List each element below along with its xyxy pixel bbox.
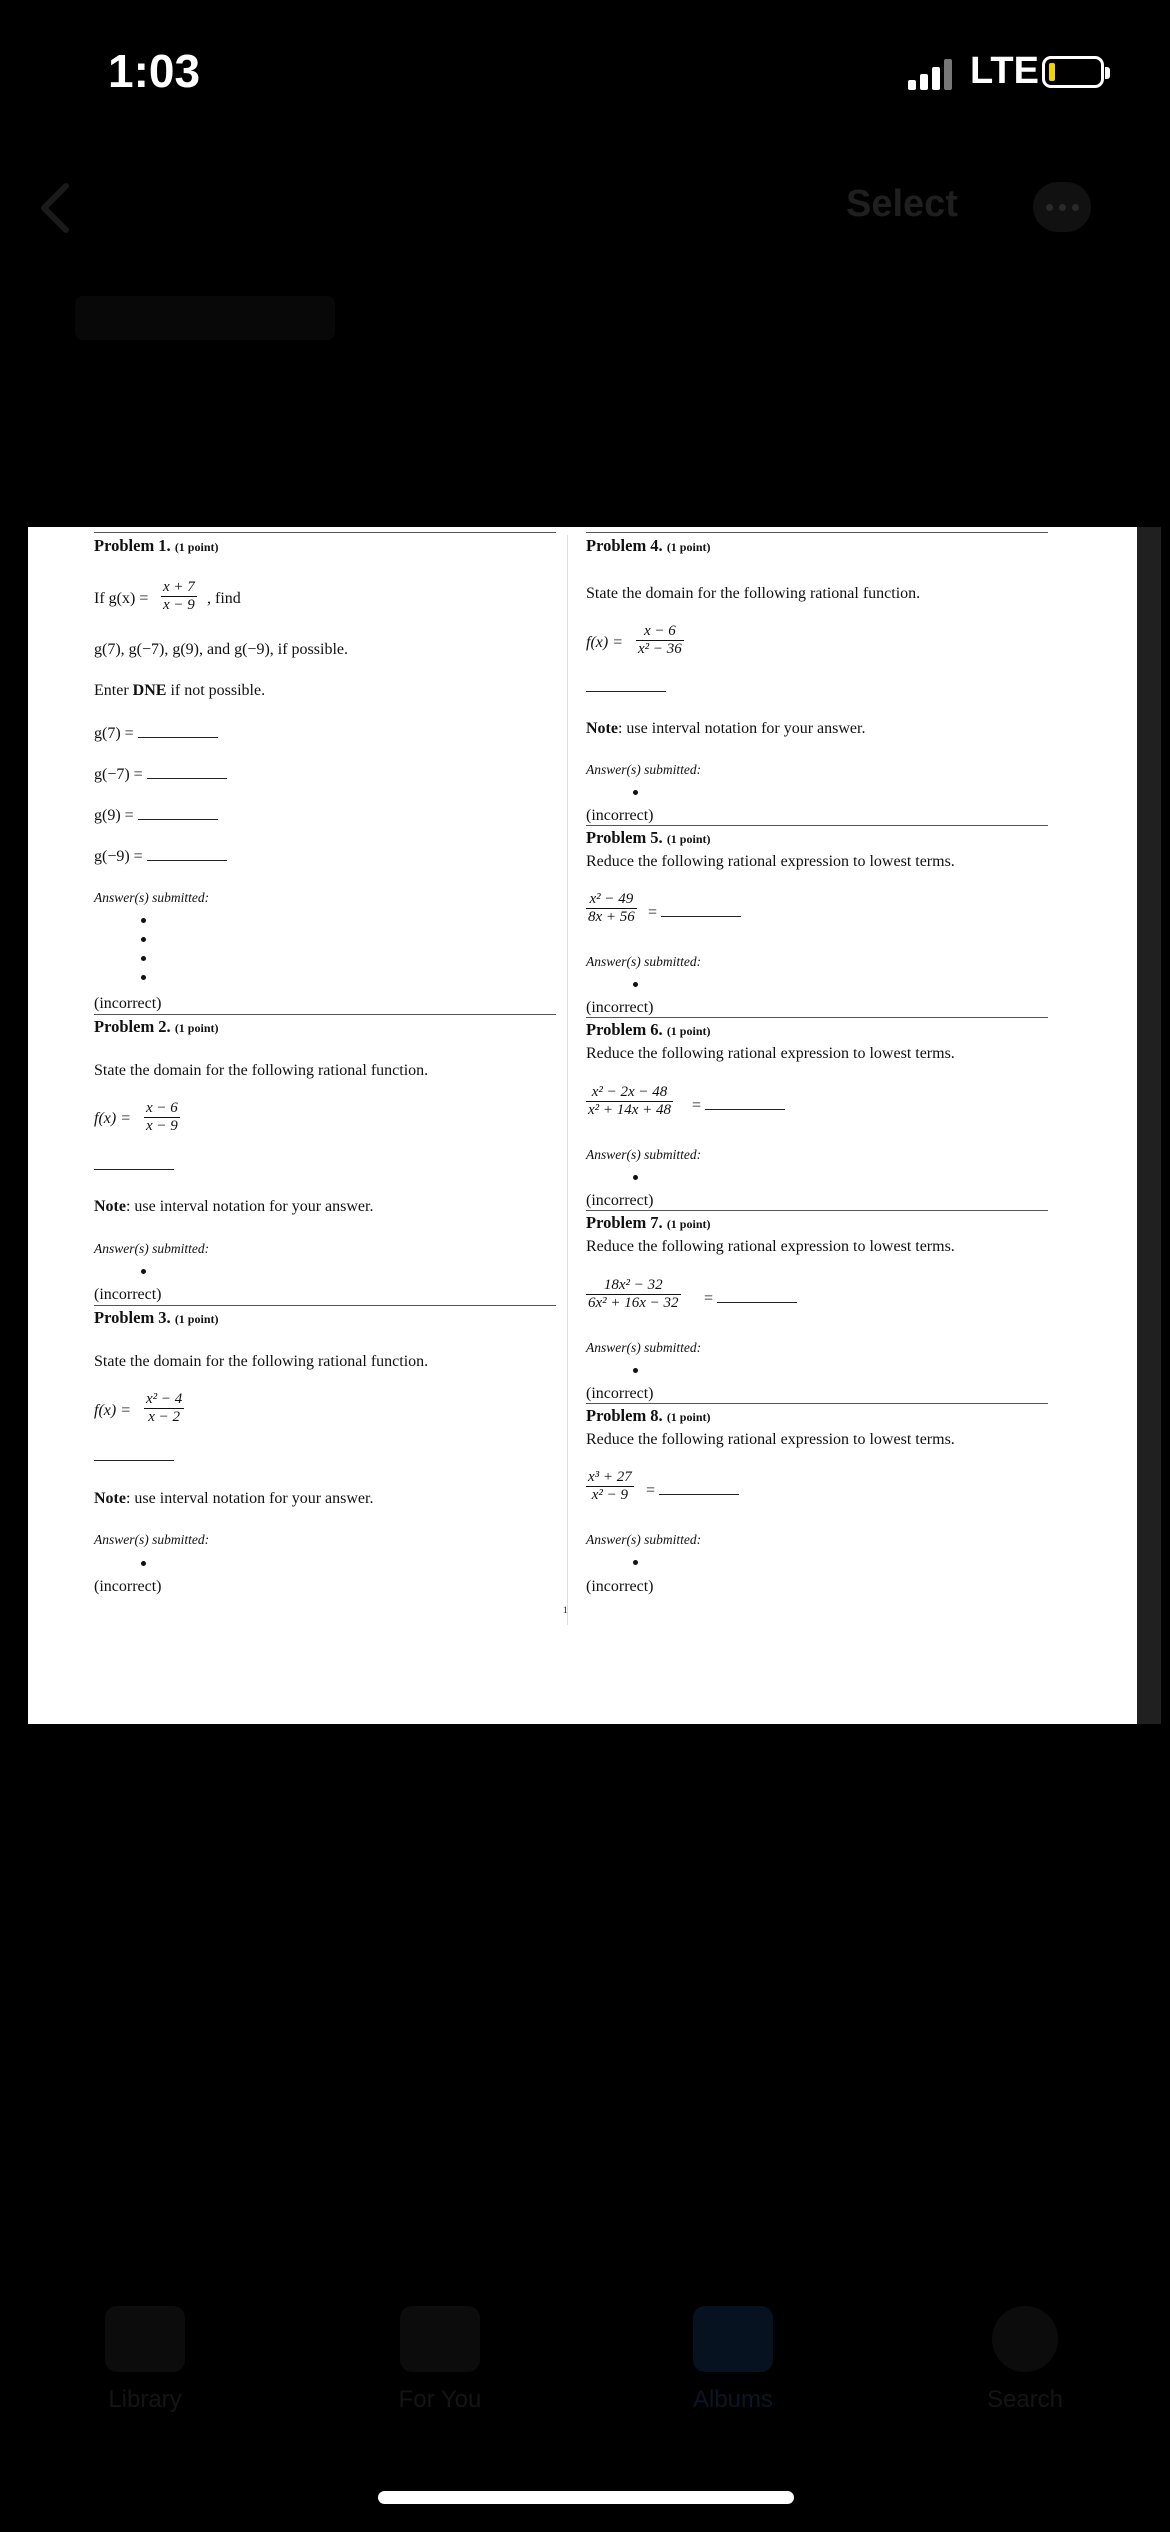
problem-title: Problem 7.: [586, 1213, 663, 1232]
submitted-label: Answer(s) submitted:: [586, 1147, 702, 1162]
result-status: (incorrect): [94, 1578, 162, 1595]
problem-1-find: , find: [207, 590, 241, 607]
note-label: Note: [94, 1198, 126, 1215]
problem-1-heading: [94, 537, 218, 556]
problem-6-prompt: Reduce the following rational expression to lowest terms.: [586, 1045, 955, 1062]
numerator: x² − 49: [589, 891, 634, 907]
status-time: 1:03: [108, 45, 201, 97]
answer-blank[interactable]: [147, 764, 227, 779]
answer-blank[interactable]: [586, 677, 666, 692]
result-status: (incorrect): [586, 1385, 654, 1402]
result-status: (incorrect): [586, 999, 654, 1016]
answer-field[interactable]: [586, 677, 666, 697]
tab-label: Albums: [692, 2386, 774, 2413]
battery-icon: [1042, 56, 1104, 88]
denominator: x − 2: [148, 1409, 181, 1425]
denominator: x² − 9: [591, 1487, 629, 1503]
page-edge-shadow: [1137, 527, 1161, 1724]
denominator: x² + 14x + 48: [588, 1102, 672, 1118]
problem-points: (1 point): [666, 832, 711, 846]
numerator: 18x² − 32: [603, 1277, 663, 1293]
function-label: f(x) =: [94, 1402, 131, 1419]
answer-label: g(7) =: [94, 725, 134, 742]
numerator: x² − 2x − 48: [591, 1084, 668, 1100]
result-status: (incorrect): [94, 1286, 162, 1303]
numerator: x − 6: [644, 623, 676, 639]
problem-title: Problem 4.: [586, 536, 663, 555]
answer-field[interactable]: [94, 1155, 174, 1175]
problem-1-list: g(7), g(−7), g(9), and g(−9), if possible.: [94, 641, 348, 658]
problem-6-fraction: [586, 1084, 673, 1119]
problem-7-fraction: [586, 1277, 681, 1312]
answer-g7[interactable]: [94, 723, 218, 743]
bullet: [633, 982, 638, 987]
problem-points: (1 point): [666, 1217, 711, 1231]
search-icon: [992, 2306, 1058, 2372]
problem-title: Problem 1.: [94, 536, 171, 555]
tab-library[interactable]: [45, 2290, 245, 2414]
bullet: [141, 918, 146, 923]
result-status: (incorrect): [586, 807, 654, 824]
bullet: [141, 1269, 146, 1274]
right-column: [586, 527, 1056, 1724]
problem-2-heading: [94, 1018, 218, 1037]
answer-blank[interactable]: [147, 846, 227, 861]
problem-5-prompt: Reduce the following rational expression to lowest terms.: [586, 853, 955, 870]
result-status: (incorrect): [586, 1578, 654, 1595]
problem-3-prompt: State the domain for the following rational function.: [94, 1353, 429, 1370]
submitted-label: Answer(s) submitted:: [94, 1241, 210, 1256]
answer-g-9[interactable]: [94, 846, 227, 866]
problem-7-prompt: Reduce the following rational expression to lowest terms.: [586, 1238, 955, 1255]
problem-points: (1 point): [174, 1312, 219, 1326]
back-chevron-icon[interactable]: [28, 178, 88, 238]
problem-4-fraction: [636, 623, 684, 658]
problem-3-note: [94, 1490, 373, 1508]
equals-sign: =: [648, 904, 658, 921]
for-you-icon: [400, 2306, 480, 2372]
tab-bar: [0, 2290, 1170, 2440]
problem-2-fraction: [144, 1100, 180, 1135]
problem-4-heading: [586, 537, 710, 556]
submitted-label: Answer(s) submitted:: [586, 1532, 702, 1547]
submitted-label: Answer(s) submitted:: [94, 1532, 210, 1547]
problem-points: (1 point): [174, 1021, 219, 1035]
submitted-label: Answer(s) submitted:: [586, 954, 702, 969]
rule: [94, 532, 556, 533]
submitted-label: Answer(s) submitted:: [586, 1340, 702, 1355]
homework-document: [28, 527, 1137, 1724]
tab-label: Search: [986, 2386, 1064, 2413]
submitted-label: Answer(s) submitted:: [586, 762, 702, 777]
problem-title: Problem 3.: [94, 1308, 171, 1327]
problem-points: (1 point): [666, 540, 711, 554]
answer-blank[interactable]: [94, 1446, 174, 1461]
problem-title: Problem 8.: [586, 1406, 663, 1425]
problem-3-fraction: [144, 1391, 184, 1426]
note-text: : use interval notation for your answer.: [125, 1490, 374, 1507]
tab-search[interactable]: [925, 2290, 1125, 2414]
denominator: 8x + 56: [588, 909, 635, 925]
bullet: [141, 956, 146, 961]
rule: [586, 825, 1048, 826]
tab-albums[interactable]: [633, 2290, 833, 2414]
rule: [586, 532, 1048, 533]
page-number: 1: [563, 1605, 568, 1615]
answer-blank[interactable]: [138, 805, 218, 820]
problem-2-prompt: State the domain for the following rational function.: [94, 1062, 429, 1079]
numerator: x + 7: [163, 579, 195, 595]
problem-1-instruction: [94, 682, 265, 700]
problem-4-note: [586, 720, 865, 738]
more-options-icon[interactable]: [1033, 182, 1091, 232]
rule: [586, 1017, 1048, 1018]
problem-8-prompt: Reduce the following rational expression to lowest terms.: [586, 1431, 955, 1448]
status-bar: [0, 0, 1170, 150]
bullet: [633, 790, 638, 795]
answer-blank[interactable]: [705, 1095, 785, 1110]
problem-3-heading: [94, 1309, 218, 1328]
equals-sign: =: [704, 1290, 714, 1307]
problem-points: (1 point): [666, 1410, 711, 1424]
column-divider: [567, 535, 568, 1625]
bullet: [141, 975, 146, 980]
equals-sign: =: [646, 1482, 656, 1499]
answer-blank[interactable]: [94, 1155, 174, 1170]
equals-sign: =: [692, 1097, 702, 1114]
bullet: [141, 937, 146, 942]
problem-points: (1 point): [174, 540, 219, 554]
bullet: [633, 1175, 638, 1180]
result-status: (incorrect): [586, 1192, 654, 1209]
answer-field[interactable]: [704, 1288, 797, 1308]
problem-1-fraction: [161, 579, 197, 614]
left-column: [94, 527, 564, 1724]
answer-field[interactable]: [646, 1480, 739, 1500]
bullet: [633, 1368, 638, 1373]
note-text: : use interval notation for your answer.: [125, 1198, 374, 1215]
rule: [94, 1014, 556, 1015]
problem-title: Problem 6.: [586, 1020, 663, 1039]
home-indicator[interactable]: [378, 2491, 794, 2504]
tab-label: Library: [108, 2386, 182, 2413]
problem-8-fraction: [586, 1469, 634, 1504]
tab-for-you[interactable]: [340, 2290, 540, 2414]
problem-7-heading: [586, 1214, 710, 1233]
result-status: (incorrect): [94, 995, 162, 1012]
problem-5-fraction: [586, 891, 637, 926]
denominator: x − 9: [163, 597, 195, 613]
answer-label: g(−7) =: [94, 766, 143, 783]
problem-5-heading: [586, 829, 710, 848]
answer-label: g(9) =: [94, 807, 134, 824]
function-label: f(x) =: [94, 1110, 131, 1127]
numerator: x³ + 27: [588, 1469, 632, 1485]
denominator: x² − 36: [638, 641, 682, 657]
rule: [586, 1210, 1048, 1211]
answer-field[interactable]: [692, 1095, 785, 1115]
problem-4-prompt: State the domain for the following rational function.: [586, 585, 921, 602]
problem-points: (1 point): [666, 1024, 711, 1038]
problem-1-function-label: If g(x) =: [94, 590, 149, 607]
denominator: x − 9: [146, 1118, 178, 1134]
answer-blank[interactable]: [138, 723, 218, 738]
network-type: LTE: [970, 50, 1039, 92]
problem-2-note: [94, 1198, 373, 1216]
note-label: Note: [586, 720, 618, 737]
answer-blank[interactable]: [717, 1288, 797, 1303]
answer-label: g(−9) =: [94, 848, 143, 865]
denominator: 6x² + 16x − 32: [588, 1295, 679, 1311]
function-label: f(x) =: [586, 634, 623, 651]
answer-blank[interactable]: [659, 1480, 739, 1495]
problem-title: Problem 5.: [586, 828, 663, 847]
problem-6-heading: [586, 1021, 710, 1040]
answer-field[interactable]: [648, 902, 741, 922]
tab-label: For You: [398, 2386, 482, 2413]
album-title-placeholder: [75, 296, 335, 340]
rule: [586, 1403, 1048, 1404]
albums-icon: [693, 2306, 773, 2372]
bullet: [141, 1561, 146, 1566]
instruction-text: if not possible.: [166, 682, 266, 699]
answer-g-7[interactable]: [94, 764, 227, 784]
problem-title: Problem 2.: [94, 1017, 171, 1036]
answer-blank[interactable]: [661, 902, 741, 917]
photo-library-icon: [105, 2306, 185, 2372]
instruction-text: Enter: [94, 682, 133, 699]
rule: [94, 1305, 556, 1306]
problem-8-heading: [586, 1407, 710, 1426]
answer-g9[interactable]: [94, 805, 218, 825]
numerator: x² − 4: [146, 1391, 183, 1407]
note-text: : use interval notation for your answer.: [617, 720, 866, 737]
bullet: [633, 1560, 638, 1565]
answer-field[interactable]: [94, 1446, 174, 1466]
dne-keyword: DNE: [132, 682, 167, 699]
numerator: x − 6: [146, 1100, 178, 1116]
signal-strength-icon: [908, 58, 956, 90]
select-button[interactable]: Select: [846, 183, 958, 225]
submitted-label: Answer(s) submitted:: [94, 890, 210, 905]
note-label: Note: [94, 1490, 126, 1507]
